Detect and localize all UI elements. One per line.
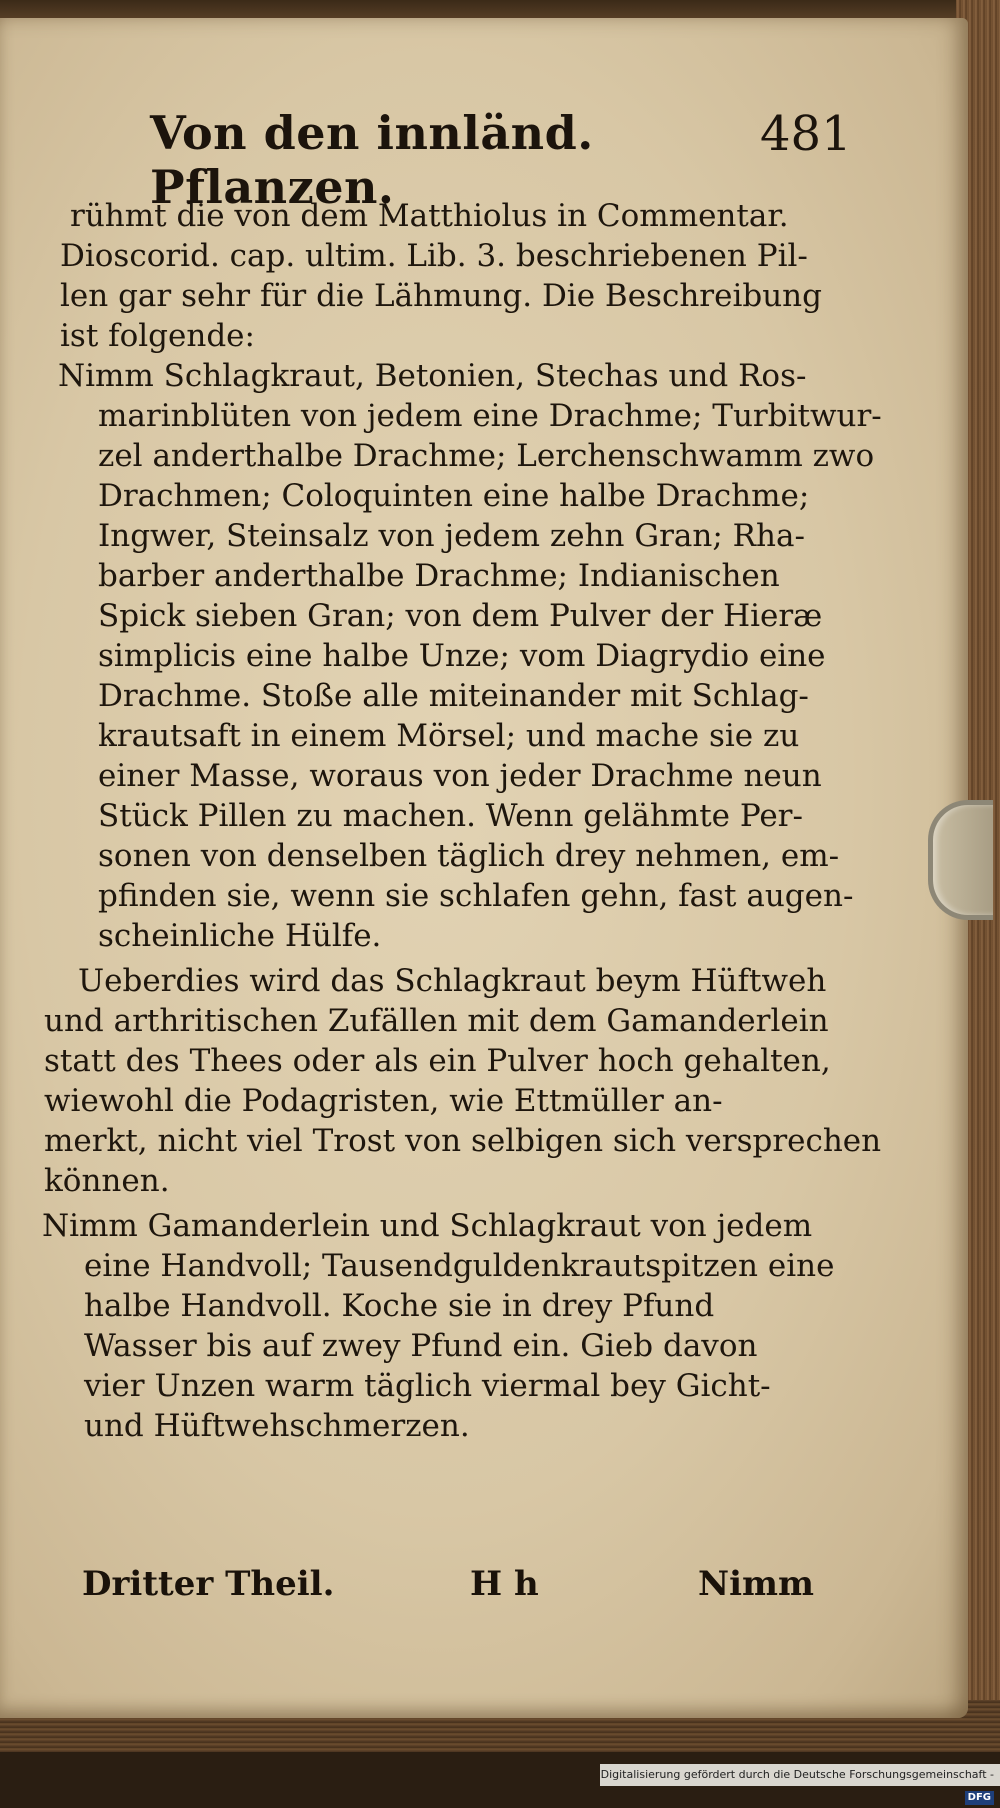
book-page [0, 18, 968, 1718]
text-line: ist folgende: [60, 318, 255, 354]
text-line: Ueberdies wird das Schlagkraut beym Hüftweh [78, 963, 827, 999]
text-line: marinblüten von jedem eine Drachme; Turbitwur- [98, 398, 882, 434]
text-line: len gar sehr für die Lähmung. Die Beschreibung [60, 278, 822, 314]
running-head-title: Von den innländ. Pflanzen. [150, 106, 594, 214]
text-line: können. [44, 1163, 170, 1199]
text-line: und Hüftwehschmerzen. [84, 1408, 470, 1444]
text-line: Spick sieben Gran; von dem Pulver der Hieræ [98, 598, 823, 634]
digitization-credit [600, 1764, 1000, 1803]
text-line: vier Unzen warm täglich viermal bey Gicht- [84, 1368, 771, 1404]
text-line: barber anderthalbe Drachme; Indianischen [98, 558, 780, 594]
sheet-mark: H h [470, 1564, 539, 1604]
credit-text: Digitalisierung gefördert durch die Deutsche Forschungsgemeinschaft - [600, 1768, 994, 1781]
text-line: merkt, nicht viel Trost von selbigen sich versprechen [44, 1123, 882, 1159]
text-line: Nimm Gamanderlein und Schlagkraut von jedem [42, 1208, 813, 1244]
catchword: Nimm [698, 1564, 814, 1604]
text-line: Drachmen; Coloquinten eine halbe Drachme; [98, 478, 810, 514]
text-line: krautsaft in einem Mörsel; und mache sie zu [98, 718, 800, 754]
page-number: 481 [760, 106, 852, 162]
signature-line: Dritter Theil. [82, 1564, 335, 1604]
text-line: einer Masse, woraus von jeder Drachme neun [98, 758, 822, 794]
text-line: Wasser bis auf zwey Pfund ein. Gieb davon [84, 1328, 758, 1364]
text-line: simplicis eine halbe Unze; vom Diagrydio eine [98, 638, 826, 674]
text-line: halbe Handvoll. Koche sie in drey Pfund [84, 1288, 715, 1324]
text-line: Stück Pillen zu machen. Wenn gelähmte Per- [98, 798, 803, 834]
dfg-logo: DFG [965, 1791, 994, 1805]
text-line: Drachme. Stoße alle miteinander mit Schlag- [98, 678, 809, 714]
text-line: und arthritischen Zufällen mit dem Gamanderlein [44, 1003, 829, 1039]
text-line: scheinliche Hülfe. [98, 918, 382, 954]
text-line: sonen von denselben täglich drey nehmen, em- [98, 838, 840, 874]
bookmark-tab [928, 800, 993, 920]
text-line: Ingwer, Steinsalz von jedem zehn Gran; Rha- [98, 518, 805, 554]
text-line: wiewohl die Podagristen, wie Ettmüller an- [44, 1083, 723, 1119]
text-line: rühmt die von dem Matthiolus in Commentar. [70, 198, 789, 234]
text-line: eine Handvoll; Tausendguldenkrautspitzen eine [84, 1248, 835, 1284]
text-line: Dioscorid. cap. ultim. Lib. 3. beschriebenen Pil- [60, 238, 808, 274]
text-line: pfinden sie, wenn sie schlafen gehn, fast augen- [98, 878, 854, 914]
running-head [150, 106, 852, 214]
text-line: statt des Thees oder als ein Pulver hoch gehalten, [44, 1043, 831, 1079]
text-line: zel anderthalbe Drachme; Lerchenschwamm zwo [98, 438, 875, 474]
text-line: Nimm Schlagkraut, Betonien, Stechas und Ros- [58, 358, 807, 394]
